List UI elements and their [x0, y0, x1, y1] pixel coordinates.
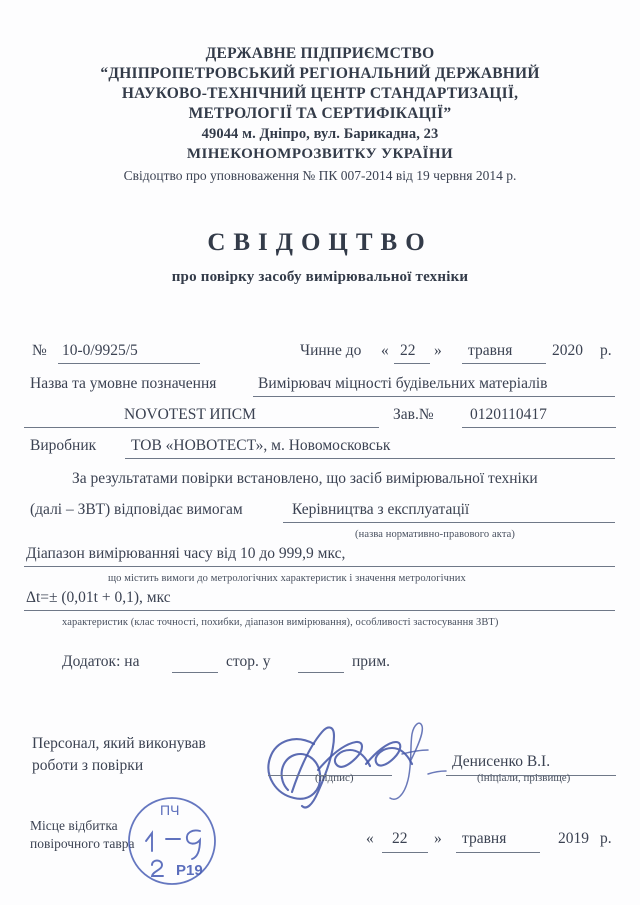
personnel-label-line-2: роботи з повірки	[32, 757, 144, 774]
header-address: 49044 м. Дніпро, вул. Барикадна, 23	[201, 126, 439, 142]
appendix-copies-unit: прим.	[352, 653, 391, 670]
stamp-top-text: ПЧ	[160, 802, 180, 818]
valid-day-value[interactable]: 22	[400, 342, 416, 359]
signer-name-value[interactable]: Денисенко В.І.	[452, 753, 551, 770]
number-value[interactable]: 10-0/9925/5	[62, 342, 138, 359]
row-measurement-range	[0, 543, 640, 584]
device-name-label: Назва та умовне позначення	[30, 375, 217, 392]
footer-day-underline	[382, 852, 428, 853]
appendix-pages-underline	[172, 672, 218, 673]
appendix-label: Додаток: на	[62, 653, 140, 670]
stamp-label-line-1: Місце відбитка	[30, 818, 118, 833]
header-org-line-4: МЕТРОЛОГІЇ ТА СЕРТИФІКАЦІЇ”	[188, 105, 452, 122]
row-appendix	[0, 651, 640, 673]
document-header	[0, 44, 640, 185]
signature-ink	[252, 718, 452, 814]
serial-label: Зав.№	[393, 406, 434, 423]
certificate-form	[0, 340, 640, 673]
row-results-statement	[0, 468, 640, 499]
results-statement: За результатами повірки встановлено, що засіб вимірювальної техніки	[72, 470, 538, 487]
manufacturer-value[interactable]: ТОВ «НОВОТЕСТ», м. Новомосковськ	[131, 437, 391, 454]
stamp-bottom-right-text: Р19	[176, 862, 203, 879]
signer-name-caption: (ініціали, прізвище)	[477, 772, 571, 784]
device-name-underline	[253, 396, 615, 397]
page-title: СВІДОЦТВО	[207, 229, 433, 256]
valid-day-underline	[394, 363, 430, 364]
manufacturer-underline	[125, 458, 615, 459]
header-accreditation: Свідоцтво про уповноваження № ПК 007-2014 від 19 червня 2014 р.	[123, 168, 517, 183]
valid-month-value[interactable]: травня	[468, 342, 513, 359]
manufacturer-label: Виробник	[30, 437, 97, 454]
row-model-serial	[0, 404, 640, 435]
tolerance-underline	[24, 610, 615, 611]
measurement-range-underline	[24, 566, 615, 567]
header-org-line-2: “ДНІПРОПЕТРОВСЬКИЙ РЕГІОНАЛЬНИЙ ДЕРЖАВНИЙ	[100, 65, 540, 82]
footer-day-value[interactable]: 22	[392, 830, 408, 847]
valid-year-value[interactable]: 2020	[552, 342, 583, 359]
conformity-label: (далі – ЗВТ) відповідає вимогам	[30, 501, 243, 518]
tolerance-value[interactable]: Δt=± (0,01t + 0,1), мкс	[26, 589, 171, 606]
serial-value[interactable]: 0120110417	[470, 406, 547, 423]
footer-quote-open: «	[366, 830, 374, 847]
document-title-block	[0, 228, 640, 287]
footer-year-suffix: р.	[600, 830, 612, 847]
footer-quote-close: »	[434, 830, 442, 847]
conformity-value[interactable]: Керівництва з експлуатації	[292, 501, 470, 518]
row-number-validity	[0, 340, 640, 373]
header-org-line-3: НАУКОВО-ТЕХНІЧНИЙ ЦЕНТР СТАНДАРТИЗАЦІЇ,	[121, 85, 519, 102]
valid-month-underline	[462, 363, 546, 364]
valid-until-label: Чинне до	[300, 342, 362, 359]
personnel-label-line-1: Персонал, який виконував	[32, 735, 206, 752]
device-model-underline	[24, 427, 379, 428]
header-ministry: МІНЕКОНОМРОЗВИТКУ УКРАЇНИ	[186, 146, 454, 162]
appendix-copies-underline	[298, 672, 344, 673]
serial-underline	[462, 427, 616, 428]
footer-month-value[interactable]: травня	[462, 830, 507, 847]
device-name-value[interactable]: Вимірювач міцності будівельних матеріалів	[258, 375, 548, 392]
page-subtitle: про повірку засобу вимірювальної техніки	[171, 269, 469, 285]
header-org-line-1: ДЕРЖАВНЕ ПІДПРИЄМСТВО	[205, 45, 435, 62]
row-device-name	[0, 373, 640, 404]
conformity-underline	[283, 522, 615, 523]
measurement-range-caption: що містить вимоги до метрологічних характеристик і значення метрологічних	[108, 573, 466, 584]
number-label: №	[32, 342, 47, 359]
device-model-value[interactable]: NOVOTEST ИПСМ	[124, 406, 256, 423]
valid-year-suffix: р.	[600, 342, 612, 359]
measurement-range-value[interactable]: Діапазон вимірюванняі часу від 10 до 999,9 мкс,	[26, 545, 346, 562]
stamp-label-line-2: повірочного тавра	[30, 836, 135, 851]
conformity-caption: (назва нормативно-правового акта)	[355, 529, 515, 540]
verification-stamp-impression	[122, 795, 226, 891]
valid-quote-close: »	[434, 342, 442, 359]
appendix-pages-unit: стор. у	[226, 653, 271, 670]
number-underline	[58, 363, 200, 364]
valid-quote-open: «	[381, 342, 389, 359]
tolerance-caption: характеристик (клас точності, похибки, діапазон вимірювання), особливості застосування ЗВТ)	[62, 617, 499, 628]
footer-year-value: 2019	[558, 830, 589, 847]
row-manufacturer	[0, 435, 640, 468]
row-conformity	[0, 499, 640, 540]
signature-caption: (підпис)	[315, 772, 354, 784]
footer-month-underline	[456, 852, 540, 853]
row-tolerance	[0, 587, 640, 628]
